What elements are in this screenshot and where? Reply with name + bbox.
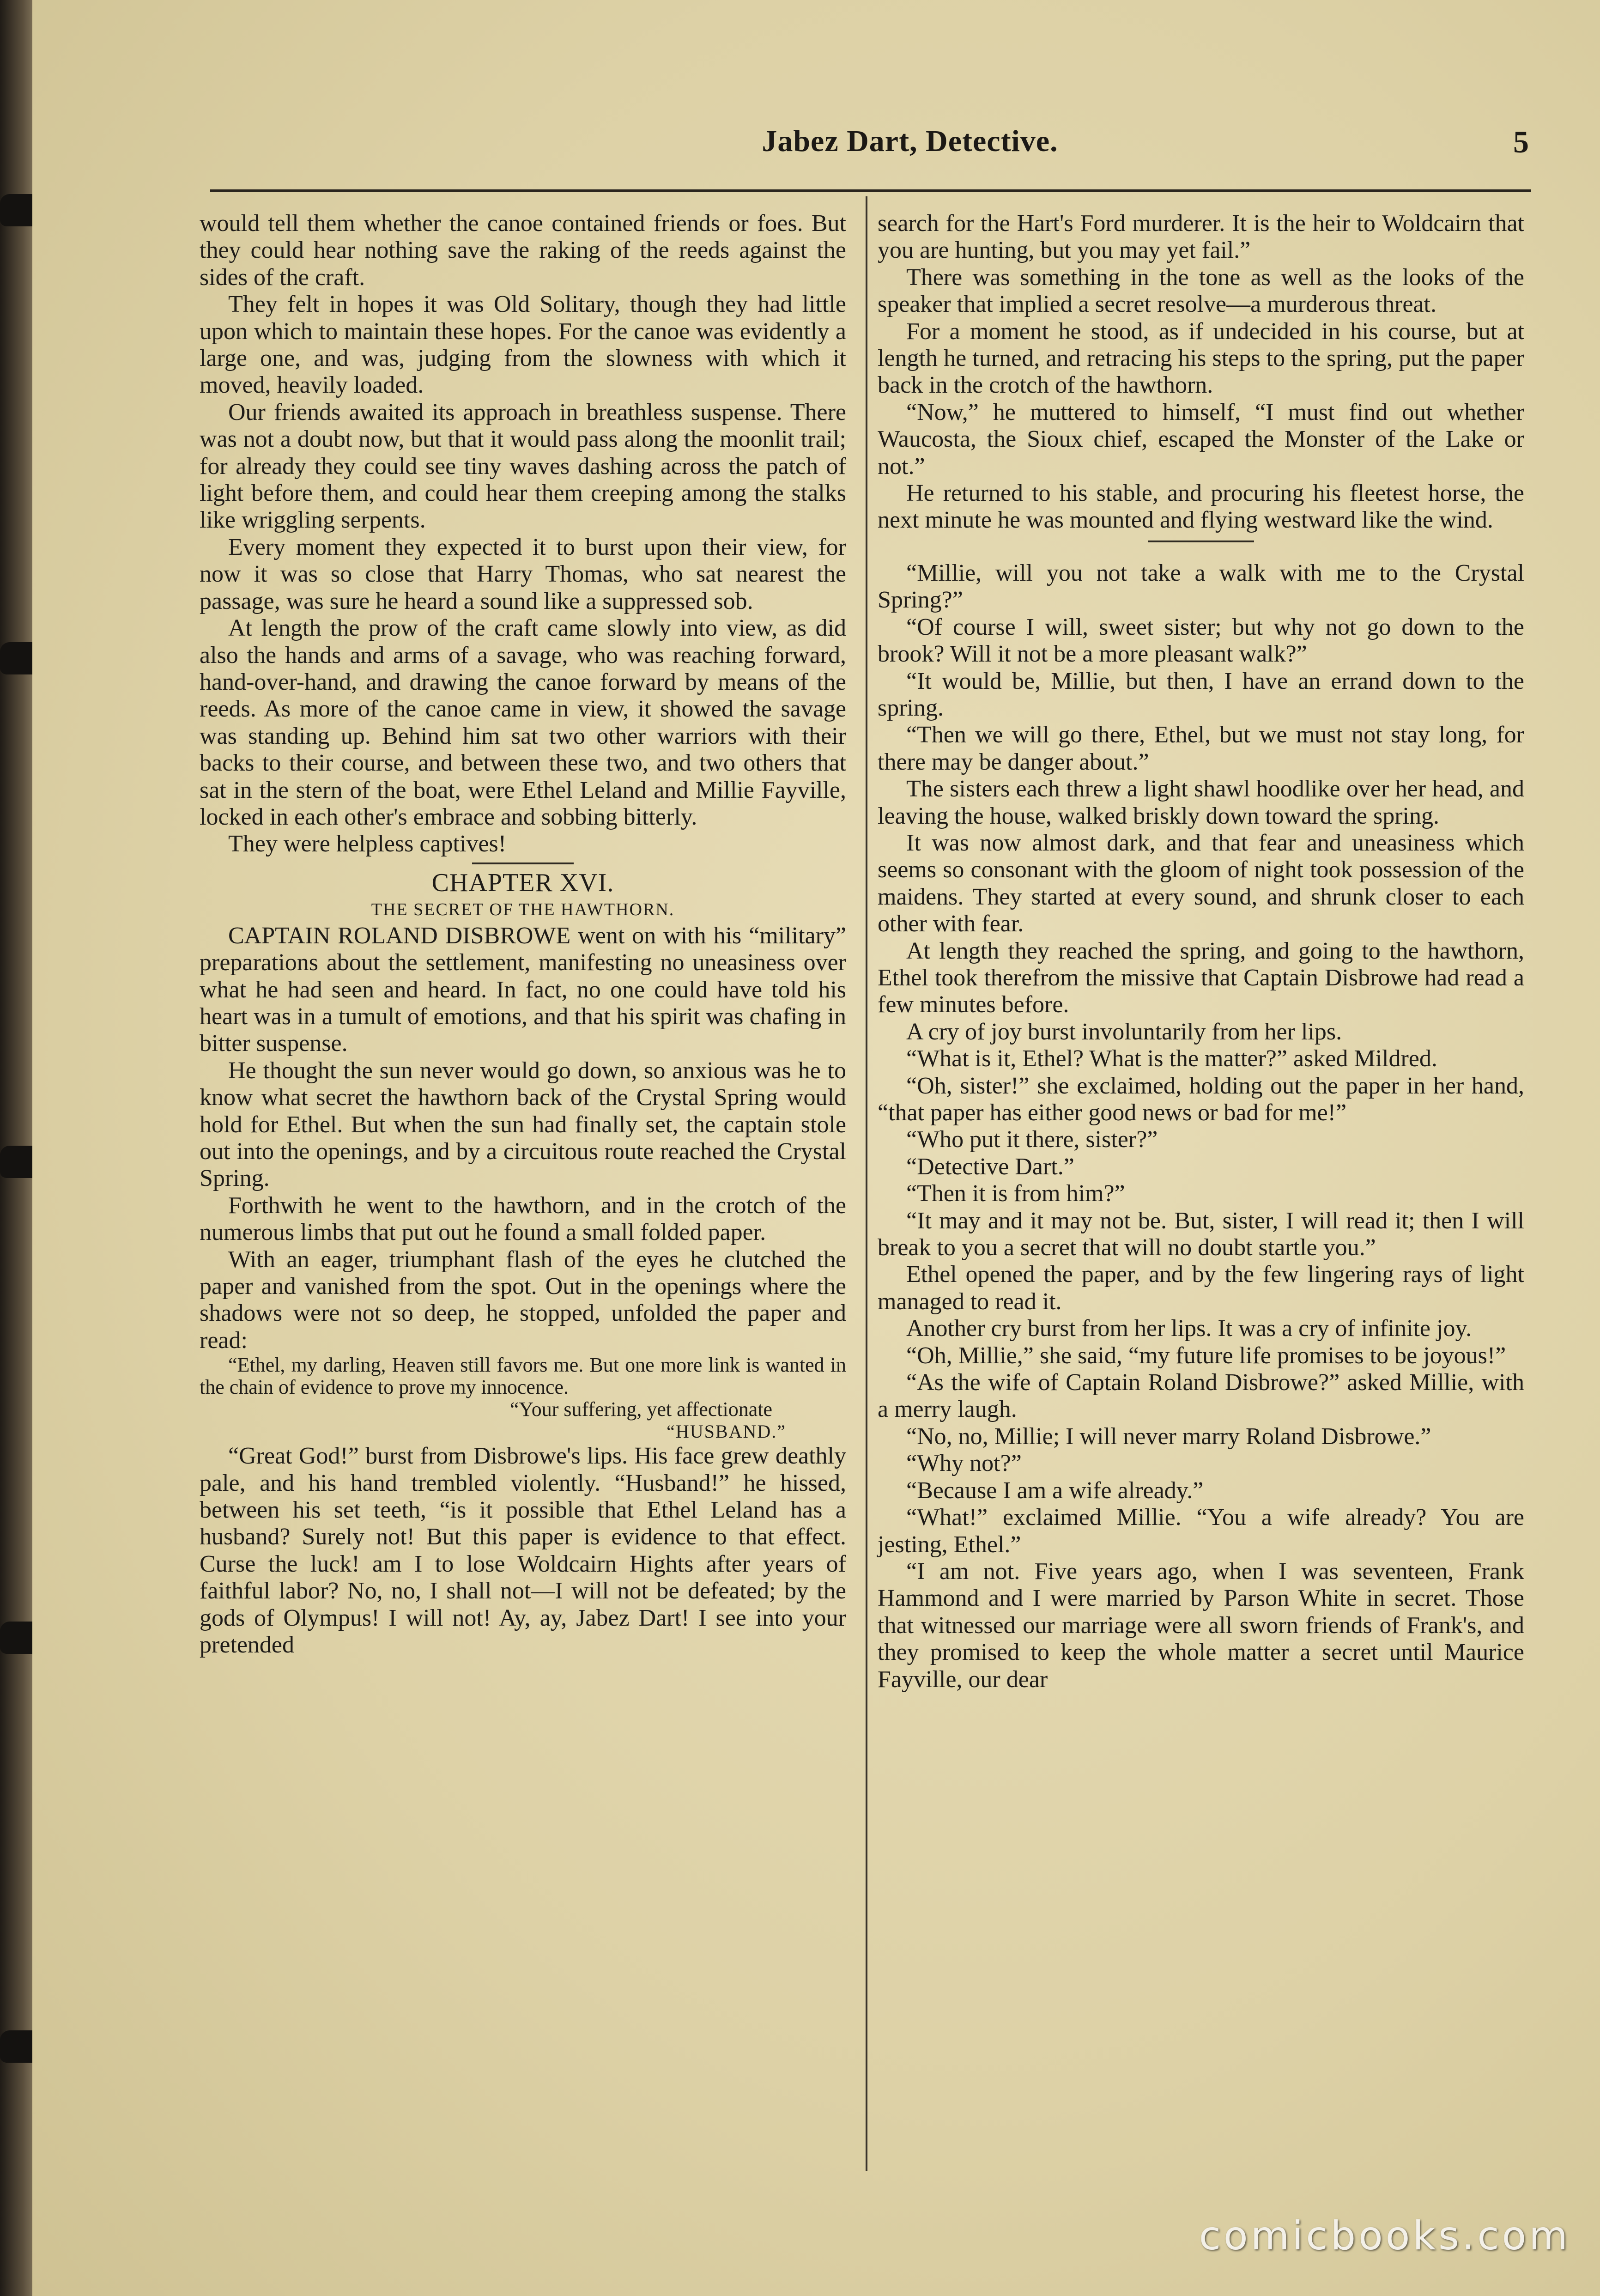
column-divider — [866, 196, 867, 2171]
paragraph: Our friends awaited its approach in breathless suspense. There was not a doubt now, but that it would pass along the moonlit trail; for already they could see tiny waves dashing across the patch of light before them, and could hear them creeping among the stalks like wriggling serpents. — [200, 399, 846, 534]
paragraph: With an eager, triumphant flash of the eyes he clutched the paper and vanished from the spot. Out in the openings where the shadows were not so deep, he stopped, unfolded the paper and read: — [200, 1246, 846, 1354]
paragraph: Every moment they expected it to burst upon their view, for now it was so close that Harry Thomas, who sat nearest the passage, was sure he heard a sound like a suppressed sob. — [200, 534, 846, 614]
paragraph: “Great God!” burst from Disbrowe's lips. His face grew deathly pale, and his hand trembled violently. “Husband!” he hissed, between his set teeth, “is it possible that Ethel Leland has a husband? Surely not! But this paper is evidence to that effect. Curse the luck! am I to lose Woldcairn Hights after years of faithful labor? No, no, I shall not—I will not be defeated; by the gods of Olympus! I will not! Ay, ay, Jabez Dart! I see into your pretended — [200, 1443, 846, 1658]
chapter-subtitle: THE SECRET OF THE HAWTHORN. — [371, 899, 675, 919]
paragraph: “I am not. Five years ago, when I was seventeen, Frank Hammond and I were married by Parson White in secret. Those that witnessed our marriage were all sworn friends of Frank's, and they promised to keep the whole matter a secret until Maurice Fayville, our dear — [878, 1558, 1524, 1693]
paragraph: “Because I am a wife already.” — [906, 1477, 1204, 1504]
paragraph: “Oh, Millie,” she said, “my future life promises to be joyous!” — [906, 1342, 1506, 1369]
paragraph: CAPTAIN ROLAND DISBROWE went on with his “military” preparations about the settlement, manifesting no uneasiness over what he had seen and heard. In fact, no one could have told his heart was in a tumult of emotions, and that his spirit was chafing in bitter suspense. — [200, 922, 846, 1057]
paragraph: “What!” exclaimed Millie. “You a wife already? You are jesting, Ethel.” — [878, 1504, 1524, 1558]
paragraph: “Who put it there, sister?” — [906, 1126, 1158, 1153]
paragraph: Forthwith he went to the hawthorn, and in the crotch of the numerous limbs that put out he found a small folded paper. — [200, 1192, 846, 1246]
letter-signature: “HUSBAND.” — [667, 1421, 786, 1442]
watermark: comicbooks.com — [1199, 2213, 1570, 2259]
paragraph: “Of course I will, sweet sister; but why not go down to the brook? Will it not be a more pleasant walk?” — [878, 613, 1524, 668]
paragraph: At length the prow of the craft came slowly into view, as did also the hands and arms of a savage, who was reaching forward, hand-over-hand, and drawing the canoe forward by means of the reeds. As more of the canoe came in view, it showed the savage was standing up. Behind him sat two other warriors with their backs to their course, and between these two, and two others that sat in the stern of the boat, were Ethel Leland and Millie Fayville, locked in each other's embrace and sobbing bitterly. — [200, 615, 846, 830]
paragraph: “No, no, Millie; I will never marry Roland Disbrowe.” — [906, 1423, 1431, 1450]
paragraph: They felt in hopes it was Old Solitary, though they had little upon which to maintain these hopes. For the canoe was evidently a large one, and was, judging from the slowness with which it moved, heavily loaded. — [200, 291, 846, 399]
running-header-title: Jabez Dart, Detective. — [762, 124, 1058, 158]
page-number: 5 — [1513, 124, 1529, 159]
paragraph: There was something in the tone as well as the looks of the speaker that implied a secret resolve—a murderous threat. — [878, 264, 1524, 318]
paragraph: They were helpless captives! — [228, 831, 507, 857]
paragraph: “It may and it may not be. But, sister, I will read it; then I will break to you a secret that will no doubt startle you.” — [878, 1207, 1524, 1261]
paragraph: “Oh, sister!” she exclaimed, holding out the paper in her hand, “that paper has either good news or bad for me!” — [878, 1072, 1524, 1126]
paragraph: Another cry burst from her lips. It was a cry of infinite joy. — [906, 1315, 1472, 1342]
paragraph: search for the Hart's Ford murderer. It is the heir to Woldcairn that you are hunting, but you may yet fail.” — [878, 210, 1524, 264]
left-column — [200, 210, 846, 1659]
paragraph: It was now almost dark, and that fear and uneasiness which seems so consonant with the gloom of night took possession of the maidens. They started at every sound, and shrunk closer to each other with fear. — [878, 829, 1524, 937]
paragraph: For a moment he stood, as if undecided in his course, but at length he turned, and retracing his steps to the spring, put the paper back in the crotch of the hawthorn. — [878, 318, 1524, 399]
paragraph: “Why not?” — [906, 1450, 1022, 1477]
paragraph: “As the wife of Captain Roland Disbrowe?” asked Millie, with a merry laugh. — [878, 1369, 1524, 1423]
paragraph: would tell them whether the canoe contained friends or foes. But they could hear nothing save the raking of the reeds against the sides of the craft. — [200, 210, 846, 291]
paragraph: He returned to his stable, and procuring his fleetest horse, the next minute he was mounted and flying westward like the wind. — [878, 480, 1524, 534]
section-divider — [472, 863, 574, 864]
paragraph: “It would be, Millie, but then, I have an errand down to the spring. — [878, 668, 1524, 721]
paragraph: The sisters each threw a light shawl hoodlike over her head, and leaving the house, walked briskly down toward the spring. — [878, 776, 1524, 829]
paragraph: A cry of joy burst involuntarily from her lips. — [906, 1018, 1342, 1045]
letter-signoff: “Your suffering, yet affectionate — [509, 1398, 772, 1421]
paragraph: “Now,” he muttered to himself, “I must find out whether Waucosta, the Sioux chief, escaped the Monster of the Lake or not.” — [878, 399, 1524, 480]
paragraph: “Then we will go there, Ethel, but we must not stay long, for there may be danger about.” — [878, 722, 1524, 775]
paragraph: He thought the sun never would go down, so anxious was he to know what secret the hawthorn back of the Crystal Spring would hold for Ethel. But when the sun had finally set, the captain stole out into the openings, and by a circuitous route reached the Crystal Spring. — [200, 1057, 846, 1192]
letter-text: “Ethel, my darling, Heaven still favors me. But one more link is wanted in the chain of evidence to prove my innocence. — [200, 1354, 846, 1399]
section-divider — [1148, 541, 1254, 542]
right-column — [878, 210, 1524, 1693]
chapter-heading: CHAPTER XVI. — [431, 868, 614, 897]
paragraph: “Detective Dart.” — [906, 1153, 1074, 1180]
paragraph: “Then it is from him?” — [906, 1180, 1125, 1207]
paragraph: At length they reached the spring, and going to the hawthorn, Ethel took therefrom the missive that Captain Disbrowe had read a few minutes before. — [878, 937, 1524, 1018]
paragraph: “What is it, Ethel? What is the matter?” asked Mildred. — [906, 1045, 1437, 1072]
header-rule — [210, 189, 1531, 192]
paragraph: Ethel opened the paper, and by the few lingering rays of light managed to read it. — [878, 1261, 1524, 1315]
paragraph: “Millie, will you not take a walk with me to the Crystal Spring?” — [878, 559, 1524, 613]
